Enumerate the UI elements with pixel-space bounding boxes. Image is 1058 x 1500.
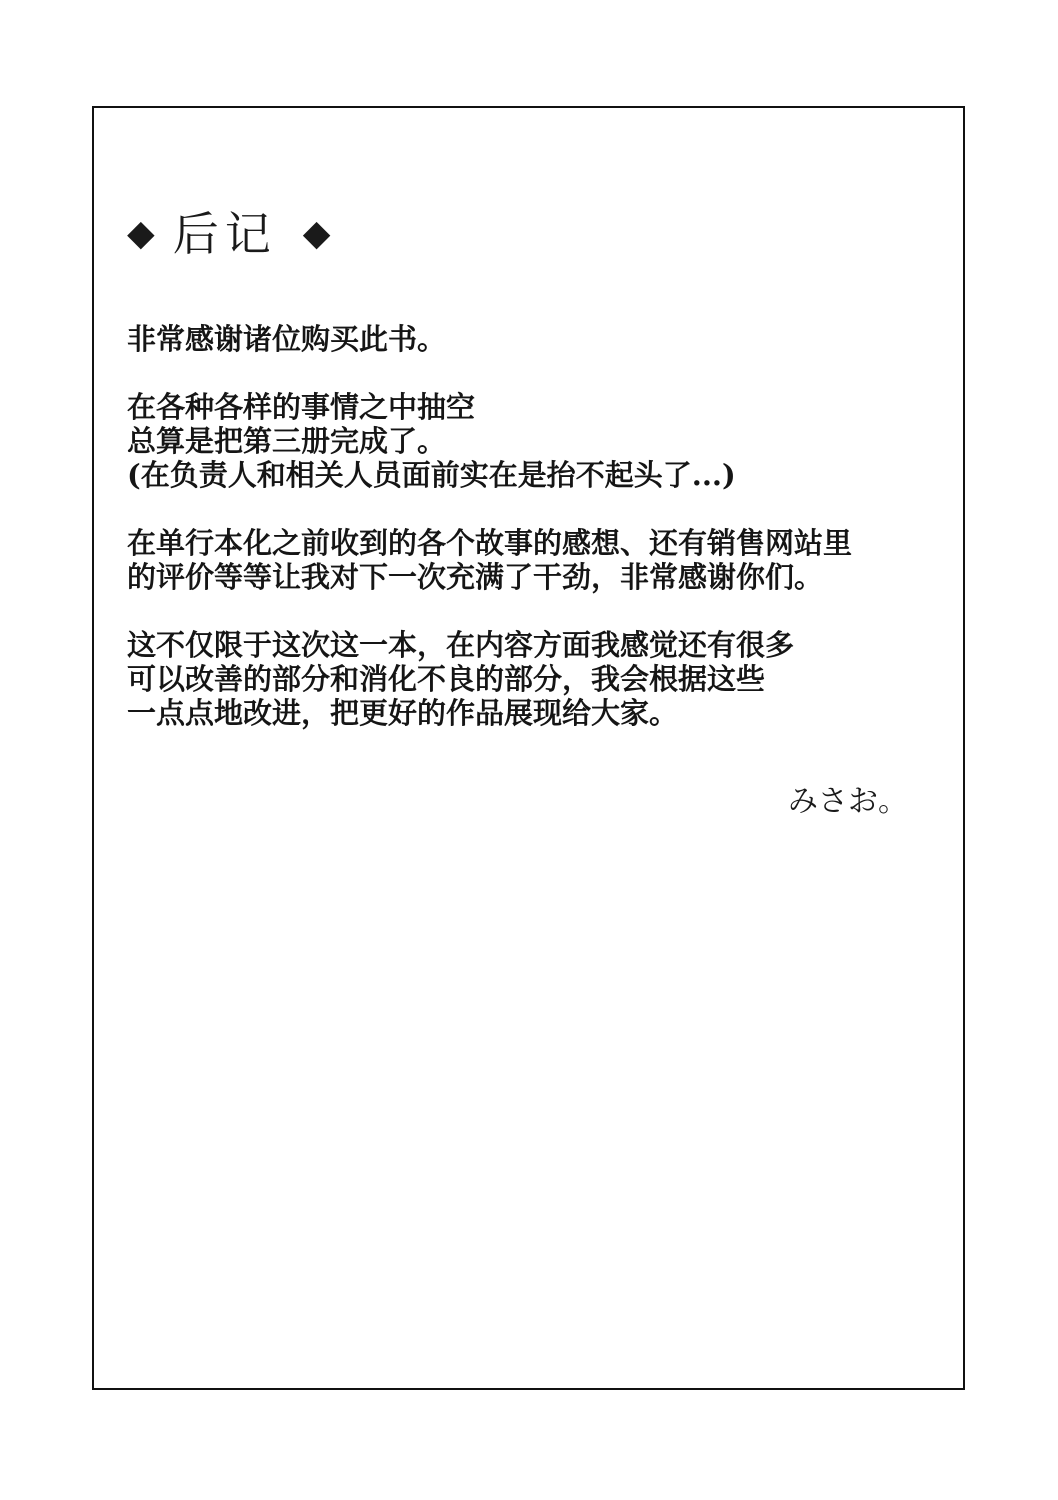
text-line: (在负责人和相关人员面前实在是抬不起头了...) [127,458,736,492]
text-line: 在单行本化之前收到的各个故事的感想、还有销售网站里 [127,526,853,560]
paragraph-thanks [127,322,937,356]
diamond-icon-left: ◆ [127,213,155,254]
diamond-icon-right: ◆ [302,213,331,254]
text-line: 总算是把第三册完成了。 [127,424,447,458]
afterword-body [127,322,937,764]
page-border-frame [92,106,965,1390]
page-title-text: 后记 [172,207,277,261]
paragraph-feedback [127,526,937,594]
text-line: 在各种各样的事情之中抽空 [127,390,476,424]
author-signature: みさお。 [788,784,908,819]
text-line: 一点点地改进，把更好的作品展现给大家。 [127,696,679,730]
text-line: 这不仅限于这次这一本，在内容方面我感觉还有很多 [127,628,795,662]
paragraph-completion [127,390,937,492]
page-title [127,207,331,261]
paragraph-improvement [127,628,937,730]
text-line: 的评价等等让我对下一次充满了干劲，非常感谢你们。 [127,560,824,594]
text-line: 可以改善的部分和消化不良的部分，我会根据这些 [127,662,766,696]
text-line: 非常感谢诸位购买此书。 [127,322,447,356]
